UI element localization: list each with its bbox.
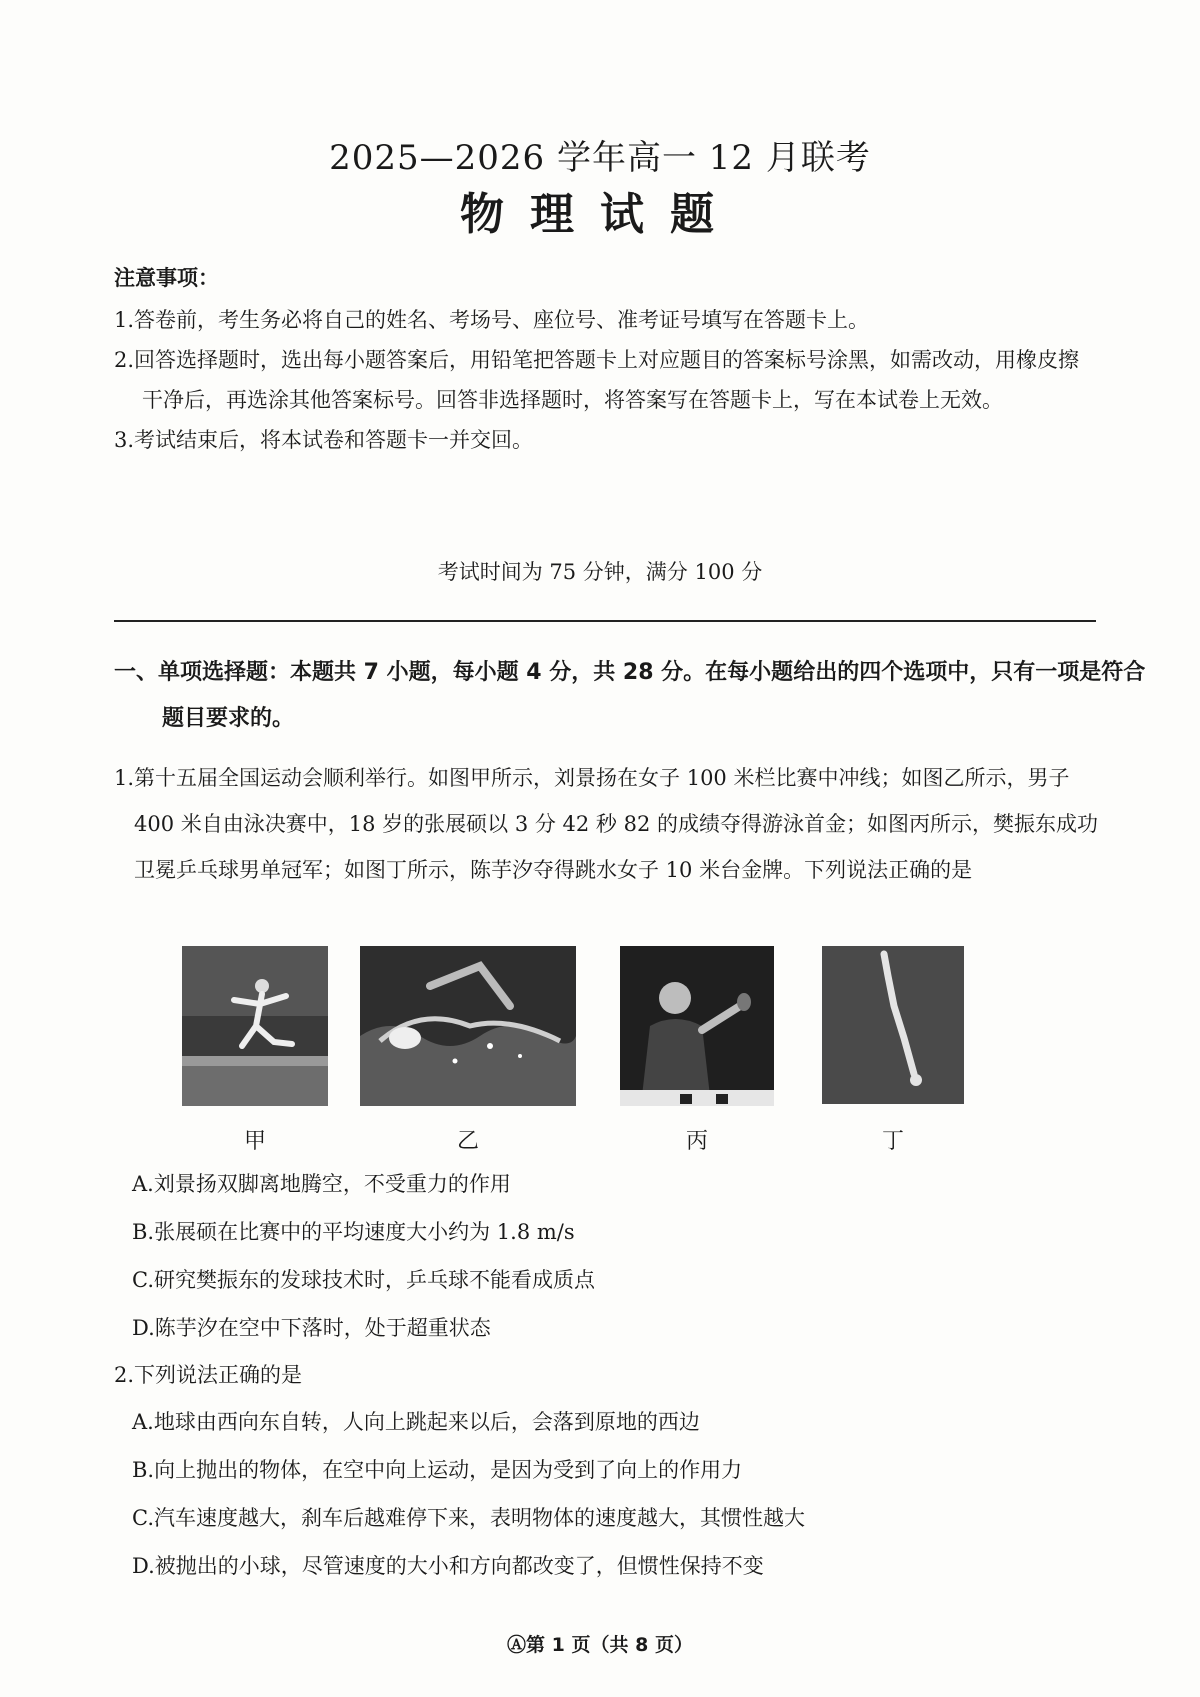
page-number: Ⓐ第 1 页（共 8 页） [507,1634,693,1656]
divider [114,620,1096,622]
notice-heading: 注意事项： [114,266,219,290]
figure-jia [182,946,328,1154]
question-1-figures [178,946,1078,1154]
subject-title: 物理试题 [460,189,740,240]
figure-bing [620,946,774,1154]
hurdler-icon [182,946,328,1106]
table-tennis-photo [620,946,774,1106]
option-c: C.研究樊振东的发球技术时，乒乓球不能看成质点 [132,1268,595,1292]
figure-label: 乙 [456,1129,479,1154]
swimmer-icon [360,946,576,1106]
option-c: C.汽车速度越大，刹车后越难停下来，表明物体的速度越大，其惯性越大 [132,1506,805,1530]
question-1-options [132,1160,1092,1352]
hurdle-photo [182,946,328,1106]
diving-photo [822,946,964,1104]
table-tennis-player-icon [620,946,774,1106]
question-stem: 2.下列说法正确的是 [114,1363,303,1387]
option-a: A.地球由西向东自转，人向上跳起来以后，会落到原地的西边 [132,1410,700,1434]
figure-ding [822,946,964,1154]
exam-time: 考试时间为 75 分钟，满分 100 分 [437,560,763,584]
notice-item: 3.考试结束后，将本试卷和答题卡一并交回。 [114,428,534,452]
option-b: B.向上抛出的物体，在空中向上运动，是因为受到了向上的作用力 [132,1458,743,1482]
section-heading: 一、单项选择题：本题共 7 小题，每小题 4 分，共 28 分。在每小题给出的四个选项中，只有一项是符合题目要求的。 [114,660,1146,731]
notice-item: 2.回答选择题时，选出每小题答案后，用铅笔把答题卡上对应题目的答案标号涂黑，如需改动，用橡皮擦干净后，再选涂其他答案标号。回答非选择题时，将答案写在答题卡上，写在本试卷上无效。 [114,348,1080,412]
figure-label: 丁 [881,1129,904,1154]
option-b: B.张展硕在比赛中的平均速度大小约为 1.8 m/s [132,1220,575,1244]
swim-photo [360,946,576,1106]
option-d: D.被抛出的小球，尽管速度的大小和方向都改变了，但惯性保持不变 [132,1554,764,1578]
notice-item: 1.答卷前，考生务必将自己的姓名、考场号、座位号、准考证号填写在答题卡上。 [114,308,870,332]
figure-label: 丙 [685,1129,708,1154]
figure-label: 甲 [243,1129,266,1154]
option-d: D.陈芋汐在空中下落时，处于超重状态 [132,1316,491,1340]
diver-icon [822,946,964,1104]
option-a: A.刘景扬双脚离地腾空，不受重力的作用 [132,1172,511,1196]
figure-yi [360,946,576,1154]
question-1 [114,755,1099,893]
exam-title: 2025—2026 学年高一 12 月联考 [329,138,871,178]
question-2-options [132,1398,1092,1590]
question-stem: 1.第十五届全国运动会顺利举行。如图甲所示，刘景扬在女子 100 米栏比赛中冲线；如图乙所示，男子 400 米自由泳决赛中，18 岁的张展硕以 3 分 42 秒 82 的成绩夺得游泳首金；如图丙所示，樊振东成功卫冕乒乓球男单冠军；如图丁所示，陈芋汐夺得跳水女子 10 米台金牌。下列说法正确的是 [114,766,1099,882]
question-2 [114,1352,1099,1398]
notice-list [114,300,1094,460]
